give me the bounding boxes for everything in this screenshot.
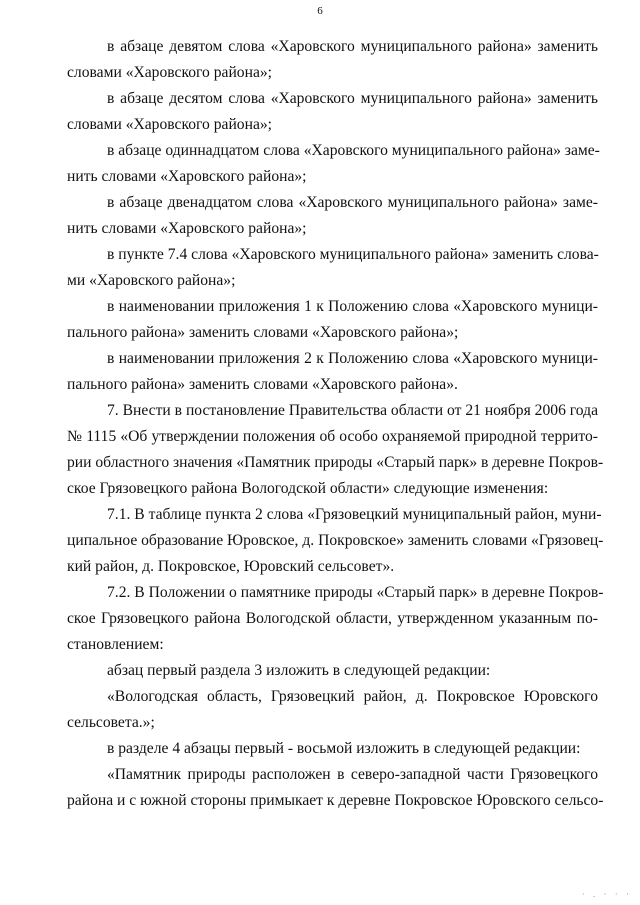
paragraph-line: в наименовании приложения 2 к Положению слова «Харовского муници- [107,350,598,367]
paragraph [67,138,598,190]
paragraph-line: района и с южной стороны примыкает к деревне Покровское Юровского сельсо- [67,792,604,809]
paragraph-line: ское Грязовецкого района Вологодской области» следующие изменения: [67,480,549,497]
paragraph [67,502,604,580]
paragraph-line: в пункте 7.4 слова «Харовского муниципального района» заменить слова- [107,246,599,263]
paragraph [67,86,598,138]
paragraph-line: сельсовета.»; [67,714,155,731]
paragraph-line: ципальное образование Юровское, д. Покровское» заменить словами «Грязовец- [67,532,604,549]
paragraph [67,346,598,398]
paragraph-line: 7. Внести в постановление Правительства области от 21 ноября 2006 года [107,402,598,419]
scan-artifact: · . · · · [581,889,632,899]
paragraph-line: «Памятник природы расположен в северо-западной части Грязовецкого [107,766,598,783]
paragraph-line: «Вологодская область, Грязовецкий район, д. Покровское Юровского [107,688,598,705]
paragraph-line: в абзаце одиннадцатом слова «Харовского муниципального района» заме- [107,142,600,159]
paragraph-line: 7.2. В Положении о памятнике природы «Старый парк» в деревне Покров- [107,584,604,601]
paragraph [67,684,598,736]
paragraph-line: рии областного значения «Памятник природы «Старый парк» в деревне Покров- [67,454,604,471]
paragraph-line: в абзаце двенадцатом слова «Харовского муниципального района» заме- [107,194,598,211]
paragraph [67,658,598,684]
paragraph [67,190,598,242]
paragraph [67,34,598,86]
paragraph-line: № 1115 «Об утверждении положения об особо охраняемой природной террито- [67,428,598,445]
paragraph-line: в абзаце десятом слова «Харовского муниципального района» заменить [107,90,598,107]
paragraph-line: в разделе 4 абзацы первый - восьмой изложить в следующей редакции: [107,740,581,757]
paragraph-line: словами «Харовского района»; [67,116,272,133]
paragraph-line: пального района» заменить словами «Харовского района»; [67,324,459,341]
paragraph-line: в абзаце девятом слова «Харовского муниципального района» заменить [107,38,598,55]
page-number: 6 [317,5,323,17]
paragraph-line: нить словами «Харовского района»; [67,220,307,237]
paragraph-line: абзац первый раздела 3 изложить в следующей редакции: [107,662,491,679]
paragraph [67,736,598,762]
paragraph-line: ми «Харовского района»; [67,272,236,289]
paragraph-line: 7.1. В таблице пункта 2 слова «Грязовецкий муниципальный район, муни- [107,506,602,523]
paragraph [67,762,604,814]
paragraph-line: ское Грязовецкого района Вологодской области, утвержденном указанным по- [67,610,598,627]
paragraph [67,294,598,346]
document-body [67,34,604,814]
paragraph-line: становлением: [67,636,164,653]
paragraph-line: в наименовании приложения 1 к Положению слова «Харовского муници- [107,298,598,315]
paragraph-line: нить словами «Харовского района»; [67,168,307,185]
paragraph [67,398,604,502]
paragraph-line: словами «Харовского района»; [67,64,272,81]
paragraph-line: пального района» заменить словами «Харовского района». [67,376,458,393]
paragraph [67,580,604,658]
paragraph [67,242,598,294]
paragraph-line: кий район, д. Покровское, Юровский сельсовет». [67,558,395,575]
